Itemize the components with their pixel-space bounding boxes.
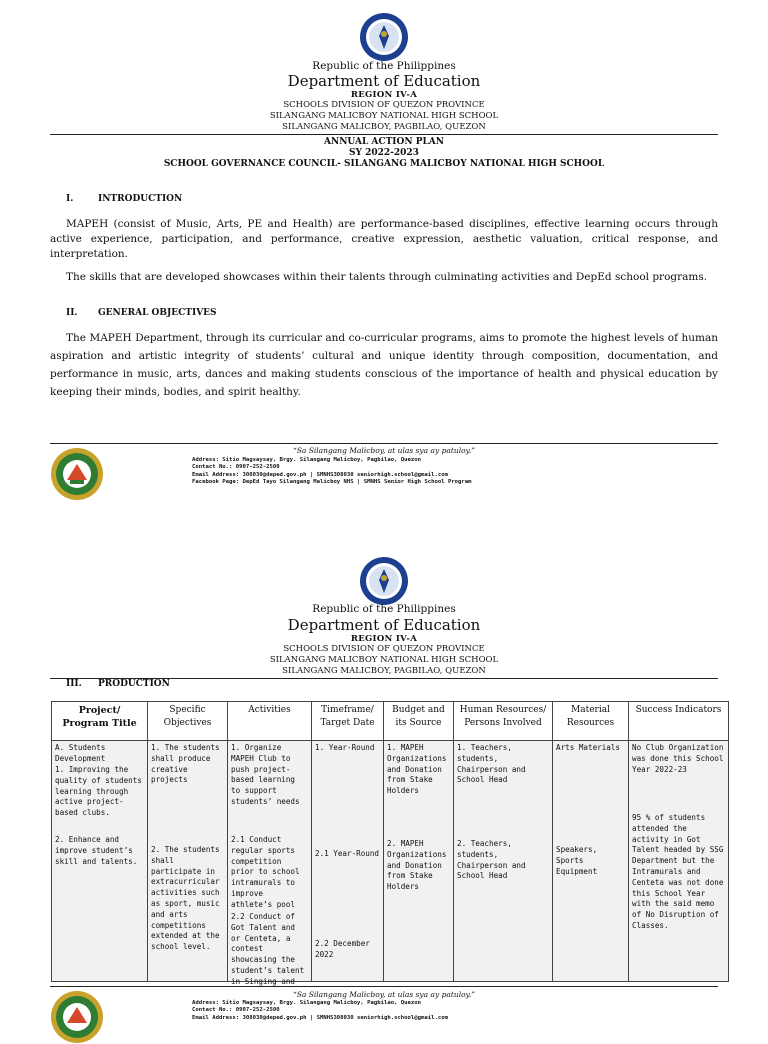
table-header-cell: Success Indicators: [629, 702, 729, 741]
table-header-cell: Timeframe/ Target Date: [312, 702, 384, 741]
action-plan-table: [51, 701, 729, 986]
material-resources-cell: [553, 741, 629, 982]
intro-paragraph-2: The skills that are developed showcases within their talents through culminating activities and DepEd school programs.: [66, 271, 708, 283]
cell-text: 2.1 Conduct regular sports competition prior to school intramurals to improve athlete’s pool: [231, 835, 300, 909]
budget-cell: [384, 741, 454, 982]
section-title: INTRODUCTION: [98, 194, 183, 204]
footer-address-block: [192, 1000, 448, 1022]
plan-title-line3: SCHOOL GOVERNANCE COUNCIL- SILANGANG MALICBOY NATIONAL HIGH SCHOOL: [163, 159, 605, 169]
human-resources-cell: [454, 741, 553, 982]
cell-text: 95 % of students attended the activity in Got Talent headed by SSG Department but the Intramurals and Centeta was not done this School Year with the said memo of No Disruption of Classes.: [632, 813, 724, 930]
project-cell: [52, 741, 148, 982]
cell-text: 2. Enhance and improve student’s skill and talents.: [55, 835, 138, 866]
cell-text: Arts Materials: [556, 743, 621, 752]
objectives-paragraph: The MAPEH Department, through its curricular and co-curricular programs, aims to promote the highest levels of human aspiration and artistic integrity of students’ cultural and unique identity through composition, documentation, and performance in music, arts, dances and making students conscious of the importance of health and physical education by keeping their minds, bodies, and spirit healthy.: [50, 332, 718, 398]
division-label: SCHOOLS DIVISION OF QUEZON PROVINCE: [283, 644, 485, 654]
timeframe-cell: [312, 741, 384, 982]
success-indicators-cell: [629, 741, 729, 982]
section-heading-production: [66, 679, 170, 689]
table-header-cell: Specific Objectives: [148, 702, 228, 741]
table-header-cell: Budget and its Source: [384, 702, 454, 741]
republic-label: Republic of the Philippines: [312, 60, 456, 72]
table-row: [52, 741, 729, 982]
cell-text: Speakers, Sports Equipment: [556, 845, 598, 876]
cell-text: 2.2 Conduct of Got Talent and or Centeta, a contest showcasing the student’s talent in Singing and: [231, 912, 305, 986]
table-header-cell: Human Resources/ Persons Involved: [454, 702, 553, 741]
section-number: I.: [66, 194, 74, 204]
footer-address: Address: Sitio Magsaysay, Brgy. Silangang Malicboy, Pagbilao, Quezon: [192, 1000, 422, 1006]
footer-address: Address: Sitio Magsaysay, Brgy. Silangang Malicboy, Pagbilao, Quezon: [192, 457, 422, 463]
cell-text: 2. Teachers, students, Chairperson and School Head: [457, 839, 526, 881]
footer-facebook: Facebook Page: DepEd Tayo Silangang Malicboy NHS | SMNHS Senior High School Program: [192, 478, 472, 485]
table-header-cell: Project/ Program Title: [52, 702, 148, 741]
deped-seal-icon: [359, 556, 409, 606]
department-title: Department of Education: [287, 616, 481, 634]
section-number: III.: [66, 679, 82, 689]
footer-email: Email Address: 308030@deped.gov.ph | SMNHS308030 seniorhigh.school@gmail.com: [192, 1014, 448, 1021]
school-logo-icon: [50, 447, 104, 501]
department-title: Department of Education: [287, 72, 481, 90]
header-divider: [50, 134, 718, 135]
cell-text: 1. The students shall produce creative projects: [151, 743, 220, 785]
footer-motto: “Sa Silangang Malicboy, at ulas sya ay patuloy.”: [292, 990, 476, 999]
footer-email: Email Address: 308030@deped.gov.ph | SMNHS308030 seniorhigh.school@gmail.com: [192, 471, 448, 478]
table-header-row: [52, 702, 729, 741]
section-heading-introduction: [66, 194, 182, 204]
cell-text: 1. Teachers, students, Chairperson and School Head: [457, 743, 526, 785]
intro-paragraph-1: MAPEH (consist of Music, Arts, PE and Health) are performance-based disciplines, effective learning occurs through active experience, participation, and performance, creative expression, aesthetic valuation, critical response, and interpretation.: [50, 218, 718, 260]
activities-cell: [228, 741, 312, 986]
cell-text: 1. MAPEH Organizations and Donation from Stake Holders: [387, 743, 447, 796]
footer-motto: “Sa Silangang Malicboy, at ulas sya ay patuloy.”: [292, 446, 476, 455]
table-header-cell: Material Resources: [553, 702, 629, 741]
footer-contact: Contact No.: 0907-252-2500: [192, 464, 280, 471]
school-address-label: SILANGANG MALICBOY, PAGBILAO, QUEZON: [282, 666, 486, 676]
cell-text: 1. Year-Round: [315, 743, 375, 752]
plan-title-line1: ANNUAL ACTION PLAN: [323, 137, 444, 147]
plan-title-line2: SY 2022-2023: [349, 148, 419, 158]
table-header-cell: Activities: [228, 702, 312, 741]
section-number: II.: [66, 308, 78, 318]
region-label: REGION IV-A: [350, 90, 418, 100]
cell-text: 2.1 Year-Round: [315, 849, 380, 858]
cell-text: A. Students Development: [55, 743, 106, 763]
cell-text: 2. MAPEH Organizations and Donation from Stake Holders: [387, 839, 447, 892]
school-label: SILANGANG MALICBOY NATIONAL HIGH SCHOOL: [269, 111, 499, 121]
republic-label: Republic of the Philippines: [312, 603, 456, 615]
cell-text: 1. Improving the quality of students learning through active project-based clubs.: [55, 765, 142, 818]
deped-seal-icon: [359, 12, 409, 62]
section-title: GENERAL OBJECTIVES: [98, 308, 217, 318]
section-heading-objectives: [66, 308, 217, 318]
objectives-cell: [148, 741, 228, 982]
footer-address-block: [192, 457, 472, 486]
region-label: REGION IV-A: [350, 634, 418, 644]
school-address-label: SILANGANG MALICBOY, PAGBILAO, QUEZON: [282, 122, 486, 132]
school-label: SILANGANG MALICBOY NATIONAL HIGH SCHOOL: [269, 655, 499, 665]
footer-contact: Contact No.: 0907-252-2500: [192, 1007, 280, 1014]
cell-text: 2. The students shall participate in extracurricular activities such as sport, music and arts competitions extended at the school level.: [151, 845, 220, 952]
cell-text: 2.2 December 2022: [315, 939, 370, 959]
division-label: SCHOOLS DIVISION OF QUEZON PROVINCE: [283, 100, 485, 110]
cell-text: 1. Organize MAPEH Club to push project-based learning to support students’ needs: [231, 743, 300, 806]
cell-text: No Club Organization was done this School Year 2022-23: [632, 743, 724, 774]
footer-divider: [50, 443, 718, 444]
footer-divider: [50, 986, 718, 987]
section-title: PRODUCTION: [98, 679, 170, 689]
